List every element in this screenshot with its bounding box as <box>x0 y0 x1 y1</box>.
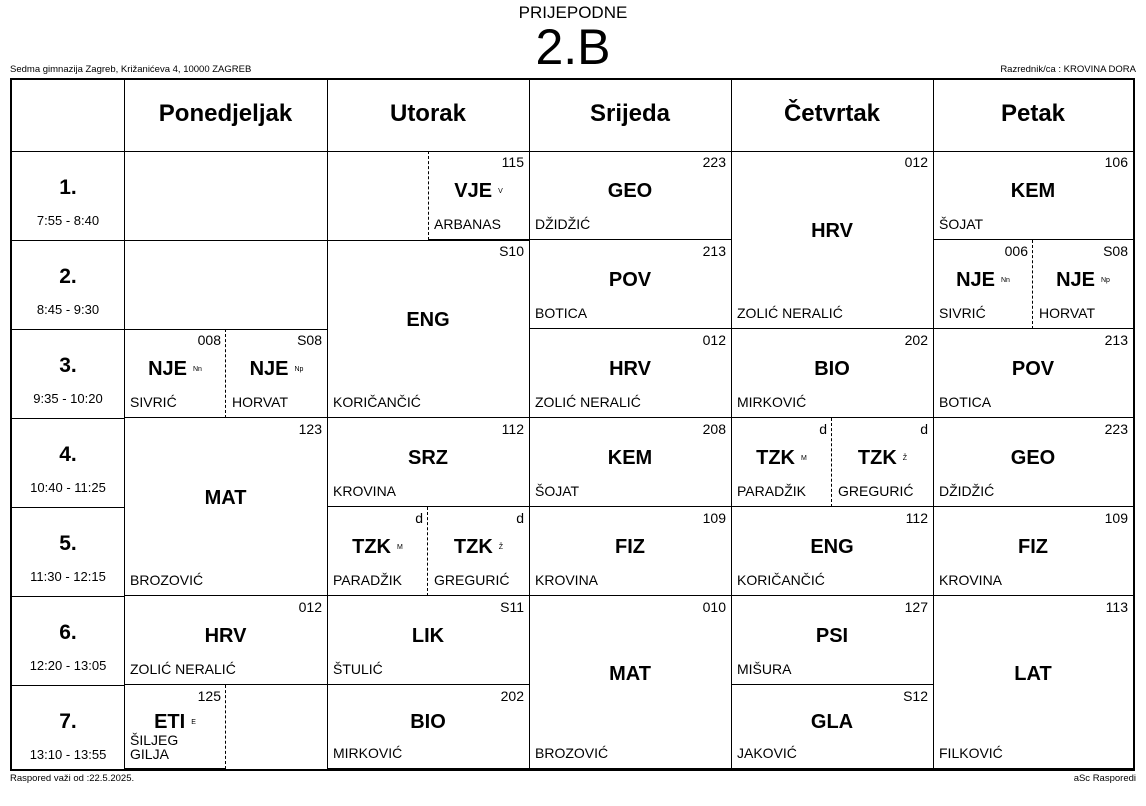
lesson-cell <box>933 507 1133 596</box>
day-header-4: Četvrtak <box>783 100 881 127</box>
period-time: 12:20 - 13:05 <box>29 658 107 673</box>
subject-code: GEO <box>1010 447 1056 469</box>
subject-code: FIZ <box>615 536 645 558</box>
subject-code: POV <box>608 269 652 291</box>
room-number: d <box>516 510 524 526</box>
class-teacher: Razrednik/ca : KROVINA DORA <box>1000 64 1136 75</box>
teacher-name: ŠTULIĆ <box>333 661 383 677</box>
subject <box>1033 269 1133 292</box>
teacher-name: BROZOVIĆ <box>130 572 204 588</box>
room-number: 008 <box>197 332 221 348</box>
subject <box>933 536 1133 559</box>
room-number: d <box>819 421 827 437</box>
day-header-2: Utorak <box>389 100 467 127</box>
room-number: d <box>415 510 423 526</box>
lesson-cell <box>327 418 529 507</box>
subject-code: FIZ <box>1018 536 1048 558</box>
subject <box>933 663 1133 686</box>
room-number: S10 <box>499 243 524 259</box>
subject <box>933 180 1133 203</box>
period-number: 2. <box>59 265 77 288</box>
room-number: 012 <box>298 599 322 615</box>
lesson-cell <box>933 418 1133 507</box>
subject <box>327 625 529 648</box>
shift-title: PRIJEPODNE <box>518 3 628 22</box>
lesson-cell <box>327 507 428 596</box>
subgroup-label: Np <box>294 366 304 374</box>
room-number: 112 <box>501 421 524 437</box>
subject-code: KEM <box>1010 180 1056 202</box>
teacher-name: BROZOVIĆ <box>535 745 609 761</box>
subject <box>124 487 327 510</box>
subject-code: GLA <box>810 711 854 733</box>
grid-line <box>12 507 124 508</box>
subject <box>529 180 731 203</box>
lesson-cell <box>327 240 529 418</box>
lesson-cell <box>731 151 933 329</box>
lesson-cell <box>327 596 529 685</box>
subject <box>529 663 731 686</box>
room-number: S08 <box>1103 243 1128 259</box>
subject <box>529 536 731 559</box>
lesson-cell <box>529 507 731 596</box>
grid-line <box>12 240 124 241</box>
room-number: 123 <box>298 421 322 437</box>
teacher-name: MIRKOVIĆ <box>737 394 807 410</box>
subject-code: POV <box>1011 358 1055 380</box>
teacher-name: ZOLIĆ NERALIĆ <box>737 305 843 321</box>
subject-code: BIO <box>814 358 850 380</box>
lesson-cell <box>731 685 933 769</box>
room-number: 125 <box>197 688 221 704</box>
subject-code: LIK <box>411 625 445 647</box>
subject-code: KEM <box>607 447 653 469</box>
subject-code: GEO <box>607 180 653 202</box>
lesson-cell <box>529 418 731 507</box>
period-time: 8:45 - 9:30 <box>36 302 100 317</box>
room-number: d <box>920 421 928 437</box>
subject <box>327 536 428 559</box>
room-number: 012 <box>702 332 726 348</box>
lesson-cell <box>1033 240 1133 329</box>
lesson-cell <box>124 329 226 418</box>
teacher-name: HORVAT <box>1039 305 1096 321</box>
grid-line <box>12 418 124 419</box>
subject-code: ENG <box>810 536 854 558</box>
subject-code: TZK <box>352 536 392 558</box>
subject <box>933 447 1133 470</box>
lesson-cell <box>124 596 327 685</box>
subject <box>327 447 529 470</box>
subject <box>731 536 933 559</box>
lesson-cell <box>731 329 933 418</box>
teacher-name: MIŠURA <box>737 661 792 677</box>
room-number: 109 <box>702 510 726 526</box>
period-number: 4. <box>59 443 77 466</box>
teacher-name: SIVRIĆ <box>939 305 986 321</box>
lesson-cell <box>529 329 731 418</box>
teacher-name: KROVINA <box>333 483 397 499</box>
room-number: 115 <box>501 154 524 170</box>
teacher-name: ŠILJEG GILJA <box>130 732 179 762</box>
subject-code: MAT <box>609 663 651 685</box>
lesson-cell <box>933 151 1133 240</box>
teacher-name: PARADŽIK <box>737 483 806 499</box>
subgroup-label: E <box>191 719 196 727</box>
subject <box>124 625 327 648</box>
lesson-cell <box>832 418 933 507</box>
teacher-name: HORVAT <box>232 394 289 410</box>
teacher-name: GREGURIĆ <box>434 572 510 588</box>
teacher-name: ZOLIĆ NERALIĆ <box>535 394 641 410</box>
period-time: 7:55 - 8:40 <box>36 213 100 228</box>
teacher-name: KORIČANČIĆ <box>333 394 421 410</box>
teacher-name: KORIČANČIĆ <box>737 572 825 588</box>
subject-code: ETI <box>154 711 186 733</box>
subject <box>832 447 933 470</box>
lesson-cell <box>933 240 1033 329</box>
grid-line <box>124 240 327 241</box>
software-credit: aSc Rasporedi <box>1073 773 1136 784</box>
room-number: 006 <box>1004 243 1028 259</box>
period-number: 1. <box>59 176 77 199</box>
room-number: 113 <box>1105 599 1128 615</box>
subgroup-label: Ž <box>902 455 908 463</box>
subject-code: BIO <box>410 711 446 733</box>
subject <box>327 711 529 734</box>
room-number: 112 <box>905 510 928 526</box>
subject-code: NJE <box>249 358 289 380</box>
teacher-name: SIVRIĆ <box>130 394 177 410</box>
room-number: 127 <box>904 599 928 615</box>
teacher-name: PARADŽIK <box>333 572 402 588</box>
grid-line <box>12 596 124 597</box>
teacher-name: JAKOVIĆ <box>737 745 797 761</box>
valid-from: Raspored važi od :22.5.2025. <box>10 773 135 784</box>
subject <box>529 269 731 292</box>
subject-code: PSI <box>815 625 849 647</box>
lesson-cell <box>731 418 832 507</box>
subject <box>933 358 1133 381</box>
subject <box>529 358 731 381</box>
lesson-cell <box>529 240 731 329</box>
subject-code: HRV <box>811 220 853 242</box>
subject <box>731 220 933 243</box>
group-divider <box>428 151 429 240</box>
lesson-cell <box>327 685 529 769</box>
room-number: 213 <box>702 243 726 259</box>
day-header-1: Ponedjeljak <box>158 100 293 127</box>
subgroup-label: Nn <box>1000 277 1010 285</box>
teacher-name: DŽIDŽIĆ <box>939 483 995 499</box>
lesson-cell <box>529 596 731 769</box>
subgroup-label: Ž <box>498 544 504 552</box>
period-number: 3. <box>59 354 77 377</box>
subject-code: VJE <box>454 180 493 202</box>
lesson-cell <box>933 596 1133 769</box>
grid-line <box>12 685 124 686</box>
subgroup-label: Np <box>1100 277 1110 285</box>
teacher-name: KROVINA <box>535 572 599 588</box>
subject <box>226 358 327 381</box>
grid-line <box>12 329 124 330</box>
subject-code: NJE <box>1056 269 1095 291</box>
lesson-cell <box>731 507 933 596</box>
subject-code: HRV <box>204 625 247 647</box>
subject <box>327 309 529 332</box>
room-number: 109 <box>1104 510 1128 526</box>
lesson-cell <box>428 151 529 240</box>
room-number: 213 <box>1104 332 1128 348</box>
subject <box>529 447 731 470</box>
period-number: 7. <box>59 710 77 733</box>
school-name: Sedma gimnazija Zagreb, Križanićeva 4, 10000 ZAGREB <box>10 64 252 75</box>
teacher-name: BOTICA <box>939 394 992 410</box>
room-number: 208 <box>702 421 726 437</box>
room-number: 012 <box>904 154 928 170</box>
room-number: 223 <box>1104 421 1128 437</box>
teacher-name: ŠOJAT <box>939 216 984 232</box>
subject <box>731 711 933 734</box>
class-title: 2.B <box>535 19 611 75</box>
day-header-3: Srijeda <box>589 100 671 127</box>
teacher-name: ARBANAS <box>434 216 501 232</box>
subgroup-label: M <box>801 455 807 463</box>
subject <box>428 180 529 203</box>
subject-code: TZK <box>453 536 493 558</box>
subject-code: MAT <box>204 487 247 509</box>
subject-code: NJE <box>148 358 187 380</box>
subject-code: SRZ <box>408 447 448 469</box>
teacher-name: DŽIDŽIĆ <box>535 216 591 232</box>
lesson-cell <box>731 596 933 685</box>
subject <box>124 358 226 381</box>
period-time: 11:30 - 12:15 <box>30 569 106 584</box>
room-number: 202 <box>904 332 928 348</box>
subject-code: TZK <box>756 447 796 469</box>
subgroup-label: Nn <box>192 366 202 374</box>
subject-code: LAT <box>1014 663 1052 685</box>
subject <box>933 269 1033 292</box>
period-time: 9:35 - 10:20 <box>33 391 103 406</box>
subgroup-label: V <box>498 188 503 196</box>
lesson-cell <box>428 507 529 596</box>
subgroup-label: M <box>397 544 403 552</box>
subject-code: NJE <box>956 269 995 291</box>
day-header-5: Petak <box>1000 100 1066 127</box>
lesson-cell <box>226 329 327 418</box>
room-number: S08 <box>297 332 322 348</box>
subject <box>731 447 832 470</box>
room-number: 202 <box>500 688 524 704</box>
teacher-name: ŠOJAT <box>535 483 580 499</box>
teacher-name: FILKOVIĆ <box>939 745 1003 761</box>
subject-code: TZK <box>857 447 897 469</box>
subject <box>428 536 529 559</box>
room-number: 106 <box>1104 154 1128 170</box>
period-number: 5. <box>59 532 77 555</box>
timetable-grid <box>10 78 1135 771</box>
subject <box>731 358 933 381</box>
room-number: S12 <box>903 688 928 704</box>
teacher-name: KROVINA <box>939 572 1003 588</box>
room-number: 010 <box>702 599 726 615</box>
teacher-name: GREGURIĆ <box>838 483 914 499</box>
lesson-cell <box>529 151 731 240</box>
subject-code: HRV <box>609 358 651 380</box>
subject <box>731 625 933 648</box>
lesson-cell <box>124 685 226 769</box>
teacher-name: MIRKOVIĆ <box>333 745 403 761</box>
period-time: 10:40 - 11:25 <box>30 480 106 495</box>
room-number: S11 <box>500 599 524 615</box>
lesson-cell <box>933 329 1133 418</box>
subject-code: ENG <box>406 309 450 331</box>
teacher-name: ZOLIĆ NERALIĆ <box>130 661 236 677</box>
period-time: 13:10 - 13:55 <box>29 747 107 762</box>
subject <box>124 711 226 734</box>
teacher-name: BOTICA <box>535 305 588 321</box>
lesson-cell <box>124 418 327 596</box>
period-number: 6. <box>59 621 77 644</box>
group-divider <box>225 685 226 769</box>
room-number: 223 <box>702 154 726 170</box>
